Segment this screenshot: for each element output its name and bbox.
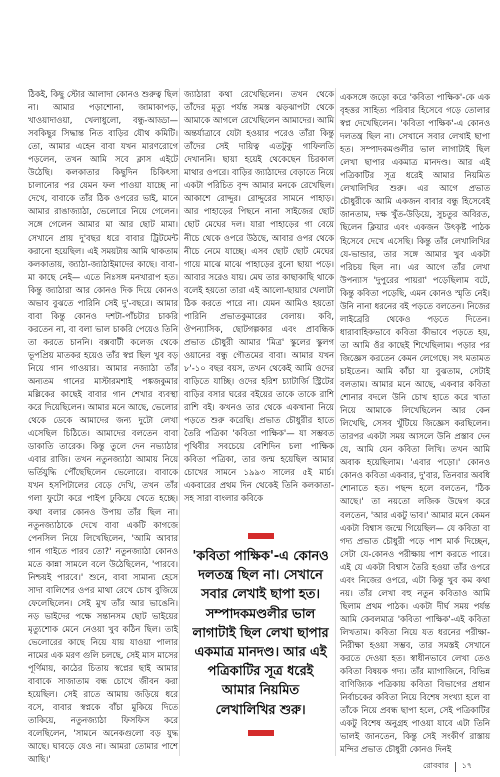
page-footer — [423, 760, 472, 773]
pull-quote-bottom-rule — [248, 730, 274, 736]
article-column-1 — [28, 88, 178, 765]
column-divider — [179, 88, 180, 756]
page-number: ১৭ — [461, 761, 472, 770]
column-1-text: ঠিকই, কিছু স্টোর আলাদা কোনও শুরুত্ব ছিল না। আমার পড়াশোনা, জামাকাপড়, খাওয়াদাওয়া, খেলাধুলো, বন্ধু-আড্ডা— সবকিছুর সিদ্ধান্ত নিত বাড়ির যৌথ কমিটি। তো, আমার এহেন বাবা যখন মারণরোগে পড়লেন, তখন আমি সবে ক্লাস এইটে উঠেছি। কলকাতার কিছুদিন চিকিৎসা চালানোর পর যেমন ফল পাওয়া যাচ্ছে না দেখে, বাবাকে তাঁর ঠিক ওপরের ভাই, মানে আমার রাঙাজ্যাঠা, ভেলোরে নিয়ে গেলেন। সঙ্গে গেলেন আমার মা আর ছোট মামা। সেখানে প্রায় দু'বছর ধরে বাবার ট্রিটমেন্ট করানো হয়েছিল। এই সময়টায় আমি থাকতাম কলকাতায়, জ্যাঠা-জ্যাঠাইমাদের কাছে। বাবা-মা কাছে নেই— এতে নিঃসঙ্গ মনখারাপ হত। কিন্তু জ্যাঠারা আর কোনও দিক দিয়ে কোনও অভাব বুঝতে পারিনি সেই দু'-বছরে। আমার বাবা কিন্তু কোনও দশটা-পাঁচটার চাকরি করতেন না, বা বলা ভাল চাকরি পেয়েও তিনি তা করতে চাননি। বক্সবাটী কলেজ থেকে ভূপপ্রিয় মাতকর হয়েও তাঁর স্বপ্ন ছিল খুব বড় নিয়ে গান গাওয়ার। আমার নজ্যাঠা তাঁর অন্যতম গানের মাস্টারমশাই পঙ্কজকুমার মল্লিকের কাছেই বাবার গান শেখার ব্যবস্থা করে দিয়েছিলেন। আমার মনে আছে, ভেলোর থেকে ডেকে আমাদের জন্য দুটো লেখা এসেছিল চিঠিতে। আমাদের বলতেন বাবা ডাকাতি তারেক। কিন্তু তুলে দেন নভ্যাঠার এবার রাজি। তখন নতুনজ্যাঠা আমায় নিয়ে ভর্তিযুদ্ধি পৌঁছেছিলেন ভেলোরে। বাবাকে যখন হসপিটালের বেড়ে দেখি, তখন তাঁর গলা ফুটো করে পাইপ ঢুকিয়ে খেতে হচ্ছে। কথা বলার কোনও উপায় তাঁর ছিল না। নতুনজ্যাঠাকে দেখে বাবা একটি কাগজে পেনসিল নিয়ে লিখেছিলেন, 'আমি আবার গান গাইতে পারব তো?' নতুনজ্যাঠা কোনও মতে কান্না সামলে বলে উঠেছিলেন, 'পারবে। নিশ্চয়ই পারবে।' শুনে, বাবা সামান্য হেসে সাদা বালিশের ওপর মাথা রেখে চোখ বুজিয়ে ফেলেছিলেন। সেই মুখ তাঁর আর ভাঙেনি। নড় ভাইদের পক্ষে সন্তানসম ছোট ভাইয়ের মৃত্যুশোক মেনে নেওয়া খুব কঠিন ছিল। তাই ভেলোরের কাছে নিয়ে যায় যাওয়া পালার নামের এক মরণ গুলি চলছে, সেই মাস মাসের পূর্ণিমায়, কাঠের চিতায় স্বপ্নের ছাই আমার বাবাকে সাজাতাম বন্ধ চোখে জীবন করা হয়েছিল। সেই রাতে আমায় জড়িয়ে ধরে বসে, বাবার স্বপ্নকে বাঁচা মুকিয়ে দিতে তাকিয়ে, নতুনজ্যাঠা ফিসফিস করে বলেছিলেন, 'সামনে অনেকগুলো বড় যুদ্ধ আছে। ঘাবড়ে যেও না। আমরা তোমার পাশে আছি।' — [28, 89, 178, 765]
column-2-text: জ্যাঠারা কথা রেখেছিলেন। তখন থেকে তাঁদের মৃত্যু পর্যন্ত সমস্ত ঝড়ঝাপটা থেকে আমাকে আগলে রেখেছিলেন আমাদের। আমি অন্তর্যাত্রাবে যেটা হওয়ার পরেও তাঁরা কিন্তু তাঁদের সেই দায়িত্ব এতটুকু গাফিলতি দেখাননি। ছায়া হয়েই থেকেছেন চিরকাল মাথার ওপরে। বাড়ির জ্যাঠাদের বেড়াতে নিয়ে একটা পরিচিত বৃন্দ আমার মনকে রেখেছিল। আকাশে রোদ্দুর। রোদ্দুরের সামনে পাহাড়। আর পাহাড়ের পিছনে নানা সাইজের ছোট ছোট মেঘের দল। যারা পাহাড়ের গা বেয়ে নীচে থেকে ওপরে উঠছে, আবার ওপর থেকে নীচে নেমে যাচ্ছে। এসব ছোট ছোট মেঘের গায়ে মাঝে মাঝে পাহাড়ের বুনো ছায়া পড়ে। আবার সরেও যায়। মেঘ তার কাছাকাছি থাকে বলেই হয়তো তারা এই আলো-ছায়ার খেলাটা ঠিক করতে পারে না। যেমন আমিও হয়তো পারিনি প্রভাতকুমারের বেলায়। কবি, ঔপন্যাসিক, ছোটগল্পকার এবং প্রাবন্ধিক প্রভাত চৌধুরী আমার 'মিত্র' স্কুলের স্কুলগ ওয়ানের বন্ধু গৌতমের বাবা। আমার যখন ৮'-১০ বছর বয়স, তখন থেকেই আমি ওদের বাড়িতে যাচ্ছি। ওদের হরিশ চ্যাটার্জি স্ট্রিটের বাড়ির বসার ঘরের বইয়ের তাকে তাকে রাশি রাশি বই। কখনও তার থেকে একখানা নিয়ে পড়তে শুরু করেছি। প্রভাত চৌধুরীর হাতে তৈরি পত্রিকা 'কবিতা পাক্ষিক'— যা সম্ভবত পৃথিবীর সবচেয়ে বেশিদিন চলা পাক্ষিক কবিতা পত্রিকা, তার জন্ম হয়েছিল আমার চোখের সামনে ১৯৯৩ সালের ৫ই মার্চ। একবারের প্রথম দিন থেকেই তিনি কলকাতা-সহ সারা বাংলার কবিকে — [184, 89, 334, 504]
article-column-2 — [184, 88, 334, 509]
footer-separator — [455, 762, 456, 772]
column-divider — [335, 88, 336, 756]
magazine-name: রোববার — [423, 761, 449, 770]
article-column-3 — [340, 91, 490, 756]
pull-quote — [190, 533, 331, 736]
pull-quote-text: 'কবিতা পাক্ষিক'-এ কোনও দলতন্ত্র ছিল না। সেখানে সবার লেখাই ছাপা হত। সম্পাদকমণ্ডলীর ভাল লাগাটাই ছিল লেখা ছাপার একমাত্র মানদণ্ড। আর এই পত্রিকাটির সূত্র ধরেই আমার নিয়মিত লেখালিখির শুরু। — [192, 549, 329, 718]
column-3-text: একসঙ্গে জড়ো করে 'কবিতা পাক্ষিক'-কে এক বৃহত্তর সাহিত্য পরিবার হিসেবে গড়ে তোলার স্বপ্ন দেখেছিলেন। 'কবিতা পাক্ষিক'-এ কোনও দলতন্ত্র ছিল না। সেখানে সবার লেখাই ছাপা হত। সম্পাদকমণ্ডলীর ভাল লাগাটাই ছিল লেখা ছাপার একমাত্র মানদণ্ড। আর এই পত্রিকাটির সূত্র ধরেই আমার নিয়মিত লেখালিখির শুরু। এর আগে প্রভাত চৌধুরীকে আমি একজন বাবার বন্ধু হিসেবেই জানতাম, দক্ষ খুঁত-উড়িয়ে, সুচতুর অবিরত, ছিলেন ক্লিয়ার এবং একজন উৎকৃষ্ট পাঠক হিসেবে দেখে এসেছি। কিন্তু তাঁর লেখালিখির যে-ভান্ডার, তার সঙ্গে আমার খুব একটা পরিচয় ছিল না। এর আগে তাঁর লেখা উপন্যাস 'দুপুরের পায়রা' পড়েছিলাম বটে, কিন্তু কবিতা পড়েছি, এমন কোনও স্মৃতি নেই। উনি নানা ধরনের বই পড়তে বলতেন। নিজের লাইব্রেরি থেকেও পড়তে দিতেন। ধারাবাহিকভাবে কবিতা কীভাবে পড়তে হয়, তা আমি ওঁর কাছেই শিখেছিলাম। পড়ার পর জিজ্ঞেস করতেন কেমন লেগেছে। সৎ মতামত চাইতেন। আমি কাঁচা যা বুঝতাম, সেটাই বলতাম। আমার মনে আছে, একবার কবিতা শোনার বদলে উনি চোখ হাতে করে খাতা নিয়ে আমাকে লিখেছিলেন আর কেন লিখেছি, সেসব খুঁটিয়ে জিজ্ঞেস করছিলেন। তারপর একটা সময় আসলে উনি প্রস্তাব দেন যে, আমি যেন কবিতা লিখি। তখন আমি অবাক হয়েছিলাম। 'এবার পড়ো।' কোনও কোনও কবিতা একবার, দু'বার, তিনবার অবধি শোনাতে হত। পছন্দ হলে বলতেন, 'ঠিক আছে।' তা নয়তো লজিক উদ্বেগ করে বলতেন, 'আর একটু ভাব।' আমার মনে কেমন একটা বিশ্বাস জন্মে গিয়েছিল— যে কবিতা বা গদ্য প্রভাত চৌধুরী পড়ে পাশ মার্ক দিচ্ছেন, সেটা যে-কোনও পরীক্ষায় পাশ করতে পারে। এই যে একটা বিশ্বাস তৈরি হওয়া তাঁর ওপরে এবং নিজের ওপরে, এটা কিন্তু খুব কম কথা নয়। তাঁর লেখা বহু নতুন কবিতাও আমি ছিলাম প্রথম পাঠক। একটা দীর্ঘ সময় পর্যন্ত আমি কেবলমাত্র 'কবিতা পাক্ষিক'-এই কবিতা লিখতাম। কবিতা নিয়ে যত ধরনের পরীক্ষা-নিরীক্ষা হওয়া সম্ভব, তার সমস্তই সেখানে করতে দেওয়া হত। স্বাধীনভাবে লেখা তেও কবিতা বিষয়ক গদ্য। তাঁর ম্যাগাজিনে, বিভিন্ন বাণিজ্যিক পত্রিকায় কবিতা বিভাগের প্রধান নির্বাচকের কবিতা নিয়ে বিশেষ সংখ্যা হলে বা তাঁকে নিয়ে প্রবন্ধ ছাপা হলে, সেই পত্রিকাটির একটু বিশেষ অনুগ্রহ পাওয়া যাবে এটা তিনি ভালই জানতেন, কিন্তু সেই সংকীর্ণ রাস্তায় মন্দির প্রভাত চৌধুরী কোনও দিনই — [340, 92, 490, 755]
pull-quote-top-rule — [248, 533, 274, 539]
